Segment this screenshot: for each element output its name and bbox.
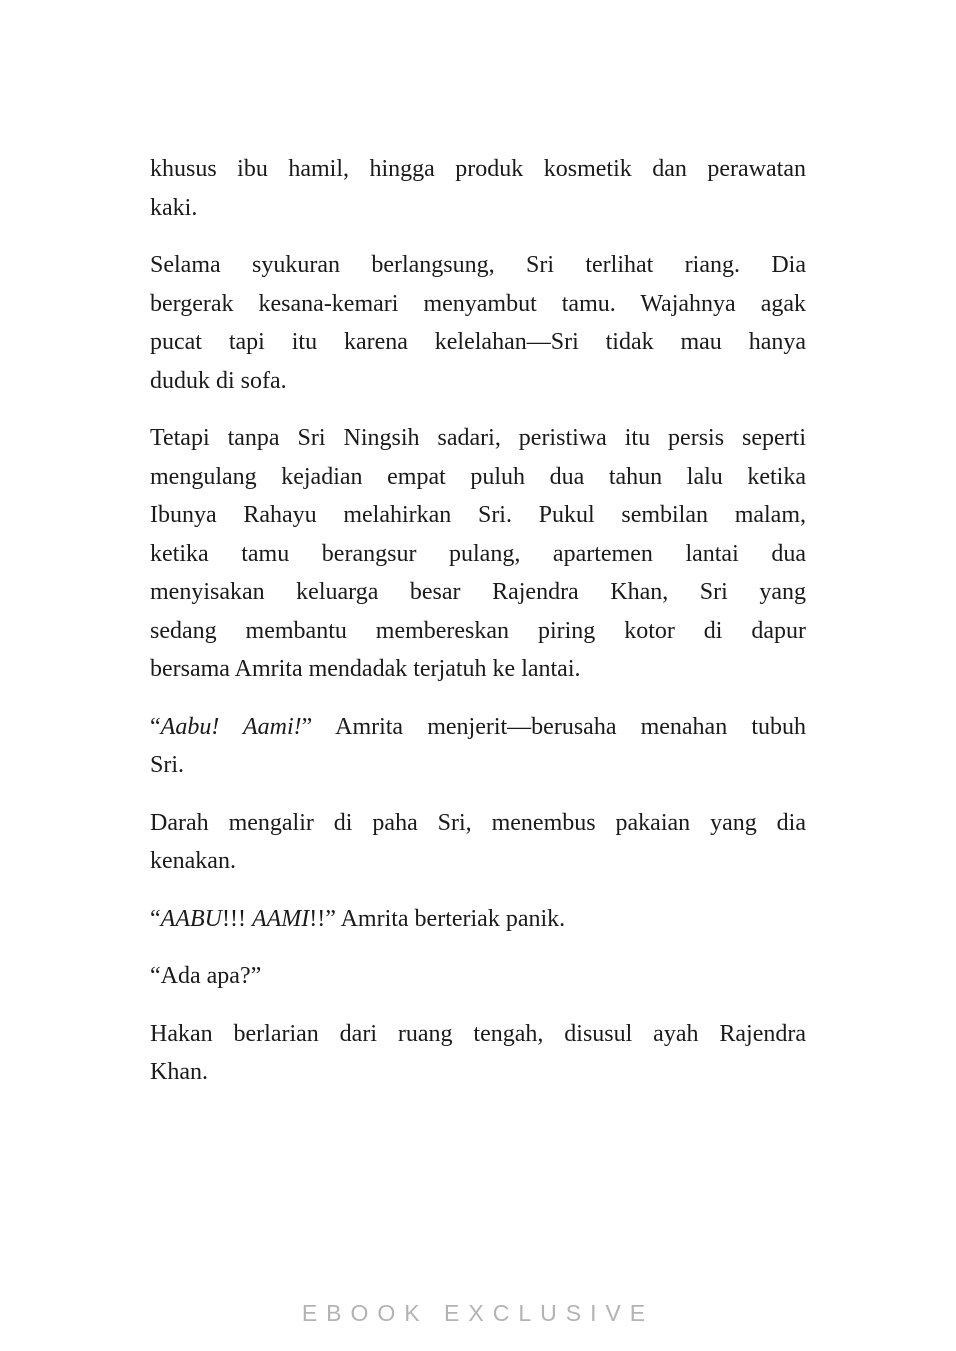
paragraph-3-line-4: ketika tamu berangsur pulang, apartemen lantai dua (150, 540, 806, 567)
paragraph-2 (150, 246, 806, 400)
paragraph-3-line-2: mengulang kejadian empat puluh dua tahun lalu ketika (150, 463, 806, 490)
paragraph-5-line-1: Darah mengalir di paha Sri, menembus pakaian yang dia (150, 809, 806, 836)
italic-exclamation: Aabu! Aami! (160, 713, 302, 740)
paragraph-6-line-1 (150, 900, 806, 939)
paragraph-8-line-1: Hakan berlarian dari ruang tengah, disusul ayah Rajendra (150, 1020, 806, 1047)
paragraph-2-line-1: Selama syukuran berlangsung, Sri terlihat riang. Dia (150, 252, 806, 278)
paragraph-3-line-3: Ibunya Rahayu melahirkan Sri. Pukul sembilan malam, (150, 502, 806, 528)
paragraph-4-line-2: Sri. (150, 752, 185, 778)
paragraph-3-line-6: sedang membantu membereskan piring kotor di dapur (150, 617, 806, 644)
paragraph-4-line-1 (150, 708, 806, 747)
exclamation-marks: !!! (221, 905, 252, 932)
paragraph-2-line-4: duduk di sofa. (150, 367, 287, 394)
paragraph-5 (150, 804, 806, 881)
quote-open: “ (150, 713, 161, 740)
paragraph-7-line-1: “Ada apa?” (150, 963, 262, 989)
paragraph-1-line-2: kaki. (150, 194, 198, 221)
italic-shout-2: AAMI (251, 905, 310, 932)
paragraph-1 (150, 150, 806, 227)
paragraph-7 (150, 957, 806, 996)
paragraph-3-line-1: Tetapi tanpa Sri Ningsih sadari, peristiwa itu persis seperti (150, 425, 806, 451)
paragraph-4-rest: ” Amrita menjerit—berusaha menahan tubuh (301, 713, 807, 740)
paragraph-3-line-5: menyisakan keluarga besar Rajendra Khan, Sri yang (150, 579, 806, 605)
page-body (150, 150, 806, 1111)
paragraph-6-rest: !!” Amrita berteriak panik. (309, 905, 566, 932)
paragraph-6 (150, 900, 806, 939)
paragraph-3-line-7: bersama Amrita mendadak terjatuh ke lantai. (150, 656, 581, 682)
footer-label: EBOOK EXCLUSIVE (301, 1300, 655, 1326)
paragraph-8-line-2: Khan. (150, 1059, 208, 1085)
paragraph-1-line-1: khusus ibu hamil, hingga produk kosmetik dan perawatan (150, 156, 806, 182)
paragraph-2-line-3: pucat tapi itu karena kelelahan—Sri tidak mau hanya (150, 329, 806, 355)
paragraph-8 (150, 1015, 806, 1092)
paragraph-5-line-2: kenakan. (150, 848, 236, 874)
paragraph-2-line-2: bergerak kesana-kemari menyambut tamu. Wajahnya agak (150, 290, 806, 317)
paragraph-4 (150, 708, 806, 785)
italic-shout-1: AABU (160, 905, 222, 932)
paragraph-3 (150, 419, 806, 689)
quote-open: “ (150, 905, 161, 932)
